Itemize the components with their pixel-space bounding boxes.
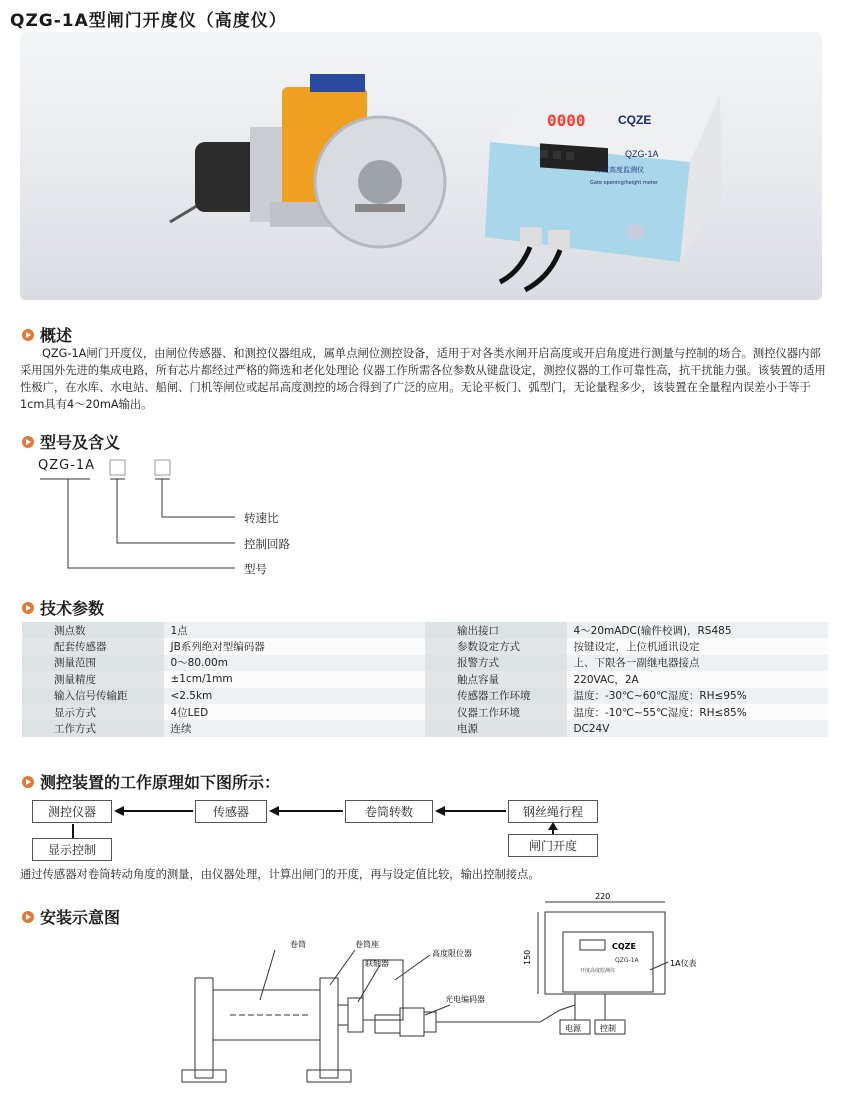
install-heading: [22, 905, 120, 928]
flow-box-gate: 闸门开度: [508, 834, 598, 857]
spec-row: [22, 622, 828, 638]
device-model: QZG-1A: [625, 149, 659, 159]
install-label-control: 控制: [600, 1024, 616, 1033]
overview-heading: [22, 323, 72, 346]
spec-key: 测量范围: [22, 655, 164, 671]
spec-row: [22, 704, 828, 720]
flow-box-drum: 卷筒转数: [345, 800, 433, 823]
spec-value: 温度：-10℃~55℃湿度：RH≤85%: [567, 704, 828, 720]
flow-box-display: 显示控制: [32, 838, 112, 861]
install-label-limiter: 高度限位器: [432, 949, 472, 958]
specs-heading-text: 技术参数: [40, 599, 105, 618]
model-label-model: 型号: [244, 562, 267, 576]
overview-text: QZG-1A闸门开度仪，由闸位传感器、和测控仪器组成，属单点闸位测控设备，适用于对各类水闸开启高度或开启角度进行测量与控制的场合。测控仪器内部采用国外先进的集成电路，所有芯片都经过严格的筛选和老化处理论 仪器工作所需各位参数从键盘设定，测控仪器的工作可靠性高，抗干扰能力强。该装置的适用性极广，在水库、水电站、船闸、门机等闸位或起吊高度测控的场合得到了广泛的应用。无论平板门、弧型门，无论量程多少，该装置在全量程内误差小于等于1cm具有4～20mA输出。: [20, 347, 826, 411]
principle-heading: [22, 770, 280, 793]
section-bullet-icon: [22, 436, 34, 448]
principle-heading-text: 测控装置的工作原理如下图所示：: [40, 773, 281, 792]
install-label-name: 开度高度监测仪: [580, 968, 616, 974]
page-title: QZG-1A型闸门开度仪（高度仪）: [10, 11, 287, 31]
spec-key: 测量精度: [22, 671, 164, 687]
spec-key: 测点数: [22, 622, 164, 638]
model-code: QZG-1A: [38, 458, 96, 473]
product-photo: [20, 32, 822, 300]
spec-value: 4～20mADC(输件校调)，RS485: [567, 622, 828, 638]
spec-value: 按键设定，上位机通讯设定: [567, 638, 828, 654]
install-label-drum: 卷筒: [290, 940, 306, 949]
install-label-model: QZG-1A: [615, 957, 639, 964]
install-label-width: 220: [595, 892, 611, 901]
spec-key: 报警方式: [425, 655, 567, 671]
section-bullet-icon: [22, 911, 34, 923]
flow-box-instrument: 测控仪器: [32, 800, 112, 823]
product-illustration: [20, 32, 822, 300]
principle-text: 通过传感器对卷筒转动角度的测量，由仪器处理，计算出闸门的开度，再与设定值比较，输出控制接点。: [20, 868, 540, 881]
install-label-coupling: 联轴器: [365, 959, 389, 968]
device-display: 0000: [547, 111, 586, 130]
spec-key: 传感器工作环境: [425, 688, 567, 704]
flow-arrows: [30, 800, 630, 845]
overview-heading-text: 概述: [40, 326, 73, 345]
spec-row: [22, 688, 828, 704]
spec-key: 参数设定方式: [425, 638, 567, 654]
spec-value: <2.5km: [164, 688, 425, 704]
spec-key: 工作方式: [22, 720, 164, 736]
flow-box-wire: 钢丝绳行程: [508, 800, 598, 823]
install-label-meter: 1A仪表: [670, 959, 697, 968]
spec-row: [22, 671, 828, 687]
install-label-power: 电源: [565, 1024, 581, 1033]
flow-box-sensor: 传感器: [195, 800, 267, 823]
spec-row: [22, 655, 828, 671]
spec-value: DC24V: [567, 720, 828, 736]
section-bullet-icon: [22, 329, 34, 341]
spec-row: [22, 638, 828, 654]
section-bullet-icon: [22, 602, 34, 614]
install-heading-text: 安装示意图: [40, 908, 121, 927]
install-label-height: 150: [523, 949, 532, 965]
spec-value: 连续: [164, 720, 425, 736]
section-bullet-icon: [22, 776, 34, 788]
spec-key: 输入信号传输距: [22, 688, 164, 704]
spec-key: 输出接口: [425, 622, 567, 638]
install-label-brand: CQZE: [612, 942, 636, 951]
spec-key: 显示方式: [22, 704, 164, 720]
install-label-drum-seat: 卷筒座: [355, 940, 379, 949]
instrument-box: [485, 84, 722, 290]
spec-row: [22, 720, 828, 736]
spec-key: 触点容量: [425, 671, 567, 687]
spec-key: 仪器工作环境: [425, 704, 567, 720]
specs-table: [22, 622, 828, 737]
model-diagram: [30, 455, 330, 585]
spec-value: 4位LED: [164, 704, 425, 720]
spec-key: 配套传感器: [22, 638, 164, 654]
spec-value: 上、下限各一副继电器接点: [567, 655, 828, 671]
spec-value: ±1cm/1mm: [164, 671, 425, 687]
install-diagram: [180, 890, 740, 1090]
device-name: 开度高度监测仪: [595, 166, 644, 174]
spec-value: 0～80.00m: [164, 655, 425, 671]
specs-heading: [22, 596, 104, 619]
spec-value: 温度：-30℃~60℃湿度：RH≤95%: [567, 688, 828, 704]
install-label-encoder: 光电编码器: [445, 995, 485, 1004]
spec-value: JB系列绝对型编码器: [164, 638, 425, 654]
spec-key: 电源: [425, 720, 567, 736]
spec-value: 220VAC，2A: [567, 671, 828, 687]
model-heading: [22, 430, 120, 453]
model-heading-text: 型号及含义: [40, 433, 121, 452]
device-brand: CQZE: [618, 113, 652, 127]
model-label-ratio: 转速比: [244, 511, 279, 525]
model-label-control: 控制回路: [244, 537, 290, 551]
sensor-assembly: [170, 74, 445, 247]
spec-value: 1点: [164, 622, 425, 638]
device-subtitle: Gate opening/height meter: [590, 180, 659, 186]
